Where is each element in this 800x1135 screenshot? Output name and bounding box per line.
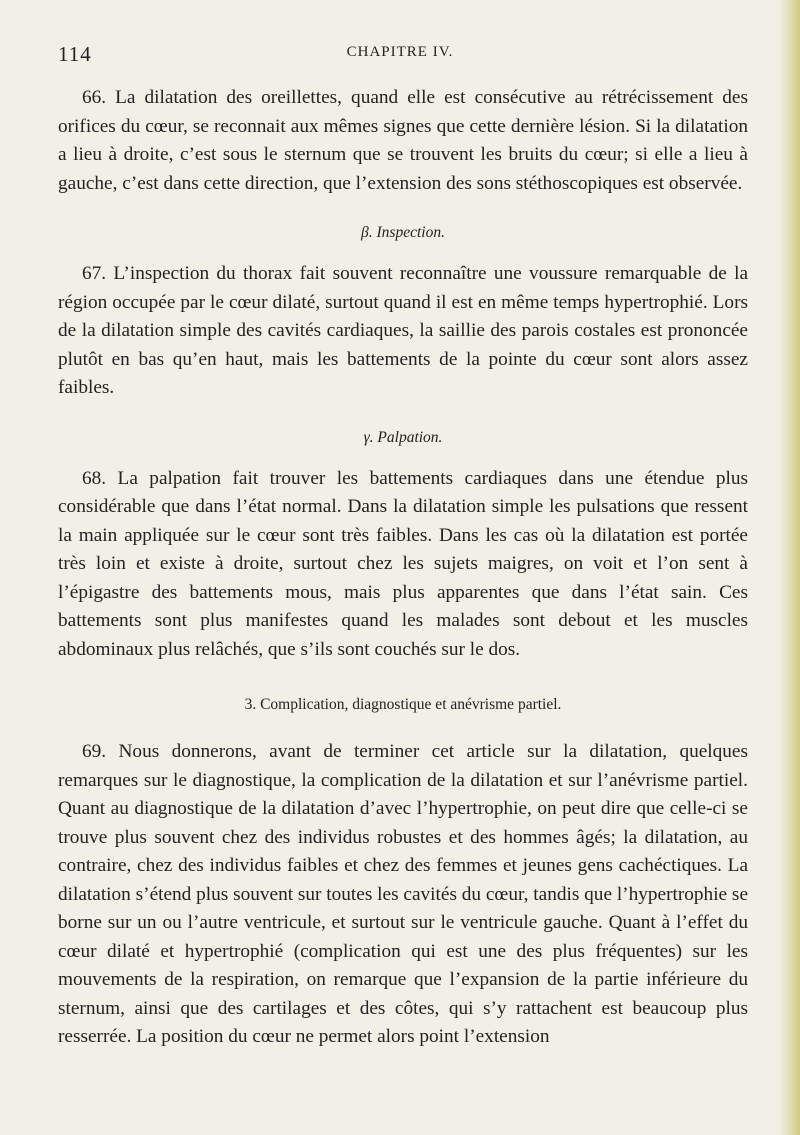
paragraph-66: 66. La dilatation des oreillettes, quand elle est consécutive au rétrécissement des orifices du cœur, se reconnait aux mêmes signes que cette dernière lésion. Si la dilatation a lieu à droite, c’est sous le sternum que se trouvent les bruits du cœur; si elle a lieu à gauche, c’est dans cette direction, que l’extension des sons stéthoscopiques est observée. (58, 87, 748, 194)
page-body (58, 84, 748, 1052)
page-edge (778, 0, 800, 1135)
subheading-palpation: γ. Palpation. (363, 428, 443, 446)
page-number: 114 (58, 42, 92, 66)
paragraph-67: 67. L’inspection du thorax fait souvent reconnaître une voussure remarquable de la région occupée par le cœur dilaté, surtout quand il est en même temps hypertrophié. Lors de la dilatation simple des cavités cardiaques, la saillie des parois costales est prononcée plutôt en bas qu’en haut, mais les battements de la pointe du cœur sont alors assez faibles. (58, 263, 748, 398)
page-header (58, 42, 742, 70)
running-title: CHAPITRE IV. (346, 44, 454, 60)
subheading-inspection: β. Inspection. (361, 224, 445, 241)
paragraph-68: 68. La palpation fait trouver les battements cardiaques dans une étendue plus considérable que dans l’état normal. Dans la dilatation simple les pulsations que ressent la main appliquée sur le cœur sont très faibles. Dans les cas où la dilatation est portée très loin et existe à droite, surtout chez les sujets maigres, on voit et l’on sent à l’épigastre des battements mous, mais plus apparentes que dans l’état sain. Ces battements sont plus manifestes quand les malades sont debout et les muscles abdominaux plus relâchés, que s’ils sont couchés sur le dos. (58, 467, 748, 660)
paragraph-69: 69. Nous donnerons, avant de terminer cet article sur la dilatation, quelques remarques sur le diagnostique, la complication de la dilatation et sur l’anévrisme partiel. Quant au diagnostique de la dilatation d’avec l’hypertrophie, on peut dire que celle-ci se trouve plus souvent chez des individus robustes et des hommes âgés; la dilatation, au contraire, chez des individus faibles et chez des femmes et jeunes gens cachéctiques. La dilatation s’étend plus souvent sur toutes les cavités du cœur, tandis que l’hypertrophie se borne sur un ou l’autre ventricule, et surtout sur le ventricule gauche. Quant à l’effet du cœur dilaté et hypertrophié (complication qui est une des plus fréquentes) sur les mouvements de la respiration, on remarque que l’expansion de la partie inférieure du sternum, ainsi que des cartilages et des côtes, qui s’y rattachent est beaucoup plus resserrée. La position du cœur ne permet alors point l’extension (58, 741, 748, 1047)
subheading-complication: 3. Complication, diagnostique et anévrisme partiel. (244, 696, 562, 713)
